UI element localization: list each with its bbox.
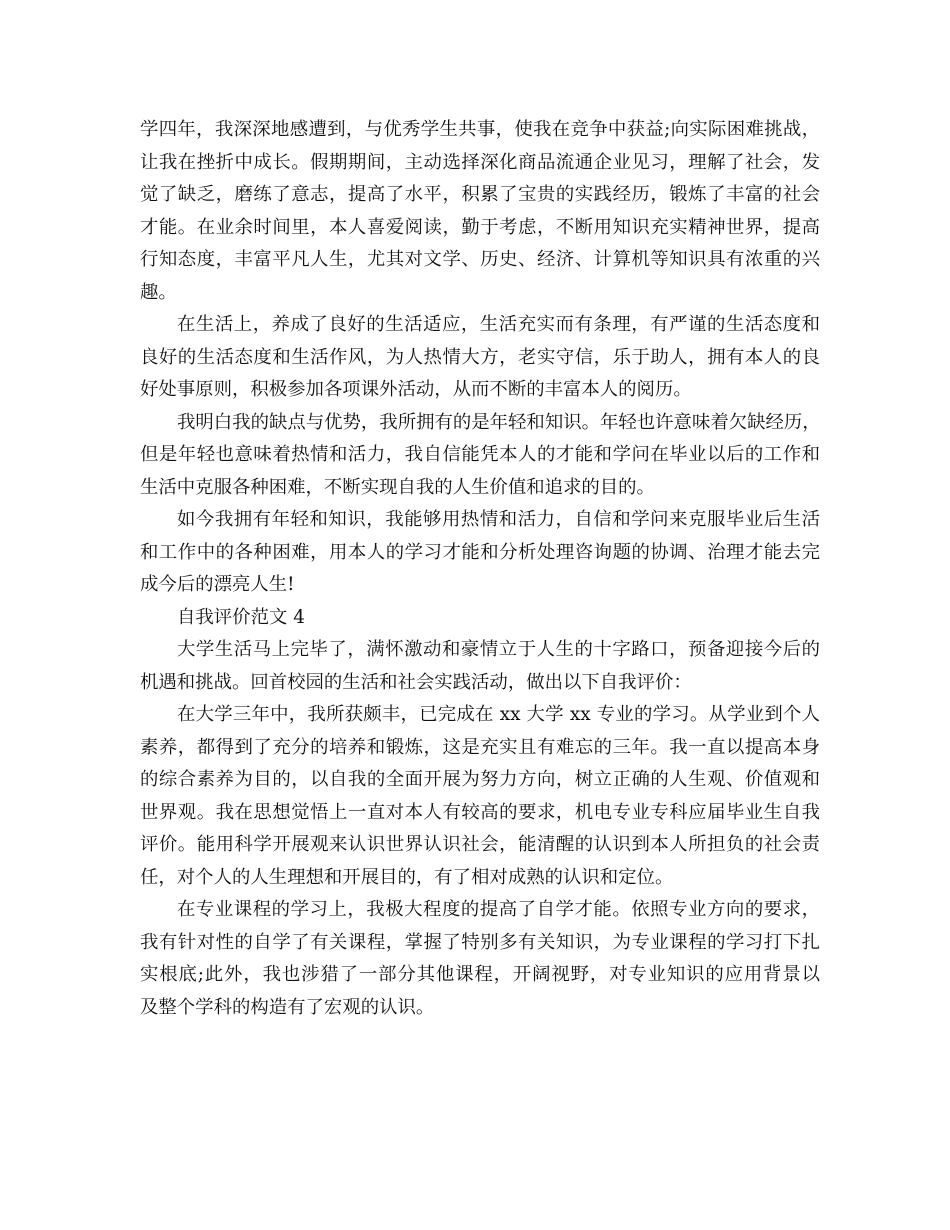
text-line: 世界观。我在思想觉悟上一直对本人有较高的要求，机电专业专科应届毕业生自我 [140,801,820,823]
text-line: 觉了缺乏，磨练了意志，提高了水平，积累了宝贵的实践经历，锻炼了丰富的社会 [140,184,820,205]
text-line: 学四年，我深深地感遭到，与优秀学生共事，使我在竞争中获益;向实际困难挑战， [140,119,820,140]
paragraph [140,407,820,505]
paragraph [140,634,820,699]
text-line: 机遇和挑战。回首校园的生活和社会实践活动，做出以下自我评价： [140,671,692,693]
text-line: 好处事原则，积极参加各项课外活动，从而不断的丰富本人的阅历。 [140,379,692,400]
text-line: 生活中克服各种困难，不断实现自我的人生价值和追求的目的。 [140,476,655,498]
text-line: 良好的生活态度和生活作风，为人热情大方，老实守信，乐于助人，拥有本人的良 [140,346,820,368]
text-line: 让我在挫折中成长。假期期间，主动选择深化商品流通企业见习，理解了社会，发 [140,151,820,173]
text-line: 我明白我的缺点与优势，我所拥有的是年轻和知识。年轻也许意味着欠缺经历， [177,411,821,433]
text-line: 大学生活马上完毕了，满怀激动和豪情立于人生的十字路口，预备迎接今后的 [177,639,820,660]
paragraph [140,699,820,894]
text-line: 趣。 [140,281,177,303]
text-line: 和工作中的各种困难，用本人的学习才能和分析处理咨询题的协调、治理才能去完 [140,541,820,563]
text-line: 在专业课程的学习上，我极大程度的提高了自学才能。依照专业方向的要求， [177,899,820,920]
text-line: 我有针对性的自学了有关课程，掌握了特别多有关知识，为专业课程的学习打下扎 [140,931,820,953]
text-line: 才能。在业余时间里，本人喜爱阅读，勤于考虑，不断用知识充实精神世界，提高 [140,216,820,238]
document-body [140,114,820,1024]
text-line: 成今后的漂亮人生! [140,574,295,595]
paragraph [140,114,820,309]
text-line: 在生活上，养成了良好的生活适应，生活充实而有条理，有严谨的生活态度和 [177,314,820,335]
text-line: 实根底;此外，我也涉猎了一部分其他课程，开阔视野，对专业知识的应用背景以 [140,964,820,985]
text-line: 评价。能用科学开展观来认识世界认识社会，能清醒的认识到本人所担负的社会责 [140,834,820,855]
text-line: 行知态度，丰富平凡人生，尤其对文学、历史、经济、计算机等知识具有浓重的兴 [140,249,820,270]
paragraph [140,894,820,1024]
text-line: 但是年轻也意味着热情和活力，我自信能凭本人的才能和学问在毕业以后的工作和 [140,444,820,465]
text-line: 如今我拥有年轻和知识，我能够用热情和活力，自信和学问来克服毕业后生活 [177,509,820,530]
text-line: 素养，都得到了充分的培养和锻炼，这是充实且有难忘的三年。我一直以提高本身 [140,736,820,758]
text-line: 及整个学科的构造有了宏观的认识。 [140,996,435,1018]
text-line: 在大学三年中，我所获颇丰，已完成在 xx 大学 xx 专业的学习。从学业到个人 [177,704,820,725]
text-line: 任，对个人的人生理想和开展目的，有了相对成熟的认识和定位。 [140,866,674,888]
text-line: 自我评价范文 4 [177,606,305,628]
paragraph [140,309,820,407]
paragraph [140,504,820,602]
paragraph [140,602,820,635]
text-line: 的综合素养为目的，以自我的全面开展为努力方向，树立正确的人生观、价值观和 [140,769,820,790]
